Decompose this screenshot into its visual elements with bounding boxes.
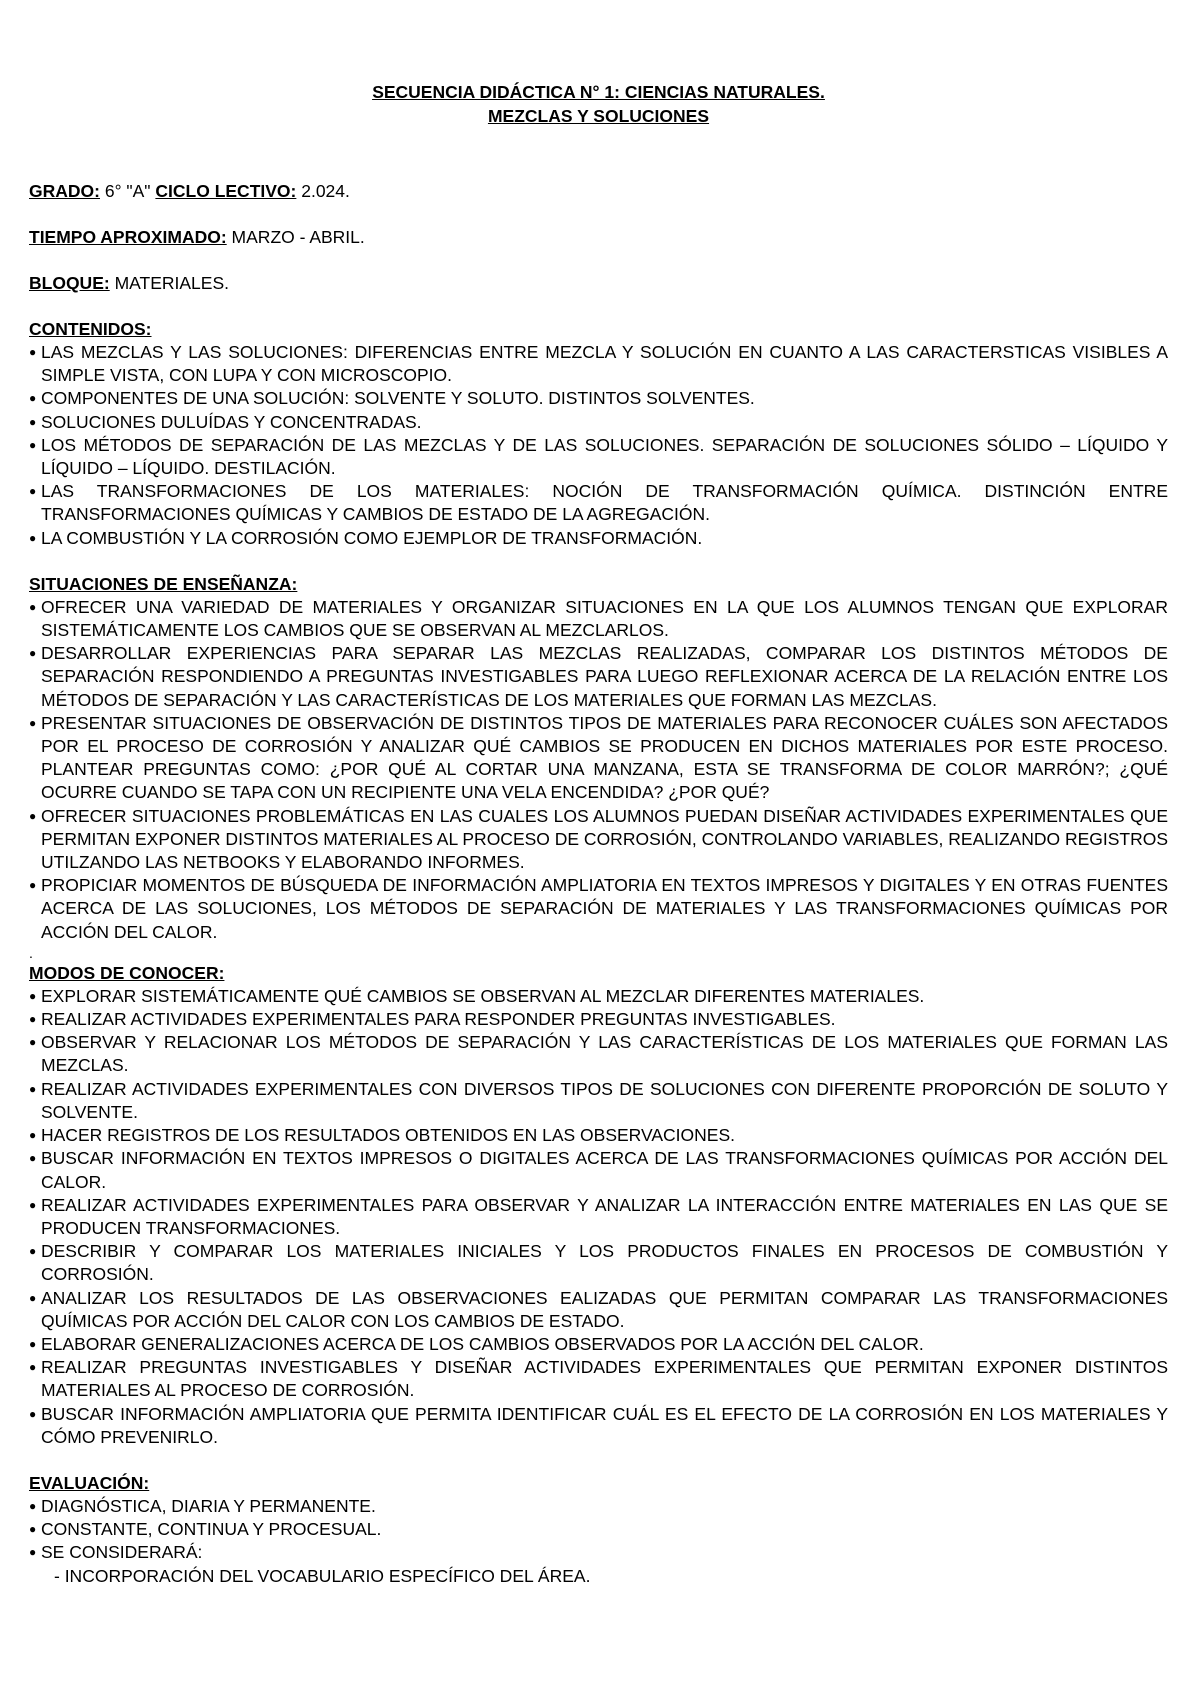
ciclo-label: CICLO LECTIVO: <box>155 181 297 201</box>
list-item-text: REALIZAR ACTIVIDADES EXPERIMENTALES CON DIVERSOS TIPOS DE SOLUCIONES CON DIFERENTE PROPORCIÓN DE SOLUTO Y SOLVENTE. <box>41 1078 1168 1122</box>
list-item <box>29 874 1168 944</box>
list-item-text: LA COMBUSTIÓN Y LA CORROSIÓN COMO EJEMPLOR DE TRANSFORMACIÓN. <box>41 527 703 548</box>
list-item-text: ANALIZAR LOS RESULTADOS DE LAS OBSERVACIONES EALIZADAS QUE PERMITAN COMPARAR LAS TRANSFORMACIONES QUÍMICAS POR ACCIÓN DEL CALOR CON LOS CAMBIOS DE ESTADO. <box>41 1287 1168 1331</box>
list-item <box>29 1518 1168 1541</box>
list-item <box>29 527 1168 550</box>
list-item-text: REALIZAR ACTIVIDADES EXPERIMENTALES PARA RESPONDER PREGUNTAS INVESTIGABLES. <box>41 1009 836 1030</box>
tiempo-value: MARZO - ABRIL. <box>226 227 365 247</box>
list-item <box>29 985 1168 1008</box>
list-item-text: CONSTANTE, CONTINUA Y PROCESUAL. <box>41 1519 382 1540</box>
bullet-icon: ● <box>29 1336 37 1351</box>
list-item <box>29 1078 1168 1124</box>
list-item <box>29 1495 1168 1518</box>
bullet-icon: ● <box>29 1012 37 1027</box>
bullet-icon: ● <box>29 1545 37 1560</box>
list-item <box>29 1031 1168 1077</box>
grado-value: 6° "A" <box>99 181 156 201</box>
list-item-text: OFRECER SITUACIONES PROBLEMÁTICAS EN LAS CUALES LOS ALUMNOS PUEDAN DISEÑAR ACTIVIDADES EXPERIMENTALES QUE PERMITAN EXPONER DISTINTOS MATERIALES AL PROCESO DE CORROSIÓN, CONTROLANDO VARIABLES, REALIZANDO REGISTROS UTILZANDO LAS NETBOOKS Y ELABORANDO INFORMES. <box>41 805 1169 873</box>
list-item-text: LAS MEZCLAS Y LAS SOLUCIONES: DIFERENCIAS ENTRE MEZCLA Y SOLUCIÓN EN CUANTO A LAS CARACTERSTICAS VISIBLES A SIMPLE VISTA, CON LUPA Y CON MICROSCOPIO. <box>41 342 1168 386</box>
list-item <box>29 1541 1168 1564</box>
list-item-text: DESCRIBIR Y COMPARAR LOS MATERIALES INICIALES Y LOS PRODUCTOS FINALES EN PROCESOS DE COMBUSTIÓN Y CORROSIÓN. <box>41 1241 1168 1285</box>
evaluacion-list <box>29 1495 1168 1565</box>
tiempo-field <box>29 226 1168 249</box>
document-page <box>29 80 1168 1588</box>
bullet-icon: ● <box>29 599 37 614</box>
list-item <box>29 1403 1168 1449</box>
list-item <box>29 480 1168 526</box>
situaciones-heading: SITUACIONES DE ENSEÑANZA: <box>29 573 298 594</box>
bullet-icon: ● <box>29 484 37 499</box>
bullet-icon: ● <box>29 1244 37 1259</box>
list-item <box>29 1287 1168 1333</box>
grado-field <box>29 180 1168 203</box>
list-item <box>29 341 1168 387</box>
bullet-icon: ● <box>29 1360 37 1375</box>
list-item <box>29 434 1168 480</box>
bullet-icon: ● <box>29 1522 37 1537</box>
bullet-icon: ● <box>29 391 37 406</box>
contenidos-list <box>29 341 1168 550</box>
bullet-icon: ● <box>29 715 37 730</box>
list-item <box>29 1008 1168 1031</box>
list-item-text: LAS TRANSFORMACIONES DE LOS MATERIALES: NOCIÓN DE TRANSFORMACIÓN QUÍMICA. DISTINCIÓN ENTRE TRANSFORMACIONES QUÍMICAS Y CAMBIOS DE ESTADO DE LA AGREGACIÓN. <box>41 481 1168 525</box>
bullet-icon: ● <box>29 646 37 661</box>
bullet-icon: ● <box>29 1498 37 1513</box>
bullet-icon: ● <box>29 414 37 429</box>
list-item-text: BUSCAR INFORMACIÓN EN TEXTOS IMPRESOS O DIGITALES ACERCA DE LAS TRANSFORMACIONES QUÍMICAS POR ACCIÓN DEL CALOR. <box>41 1148 1168 1192</box>
list-item-text: COMPONENTES DE UNA SOLUCIÓN: SOLVENTE Y SOLUTO. DISTINTOS SOLVENTES. <box>41 388 755 409</box>
list-item-text: BUSCAR INFORMACIÓN AMPLIATORIA QUE PERMITA IDENTIFICAR CUÁL ES EL EFECTO DE LA CORROSIÓN EN LOS MATERIALES Y CÓMO PREVENIRLO. <box>41 1403 1168 1447</box>
list-item <box>29 1194 1168 1240</box>
list-item-text: PRESENTAR SITUACIONES DE OBSERVACIÓN DE DISTINTOS TIPOS DE MATERIALES PARA RECONOCER CUÁLES SON AFECTADOS POR EL PROCESO DE CORROSIÓN Y ANALIZAR QUÉ CAMBIOS SE PRODUCEN EN DICHOS MATERIALES POR ESTE PROCESO. PLANTEAR PREGUNTAS COMO: ¿POR QUÉ AL CORTAR UNA MANZANA, ESTA SE TRANSFORMA DE COLOR MARRÓN?; ¿QUÉ OCURRE CUANDO SE TAPA CON UN RECIPIENTE UNA VELA ENCENDIDA? ¿POR QUÉ? <box>41 712 1168 803</box>
list-item-text: EXPLORAR SISTEMÁTICAMENTE QUÉ CAMBIOS SE OBSERVAN AL MEZCLAR DIFERENTES MATERIALES. <box>41 985 925 1006</box>
list-item-text: REALIZAR PREGUNTAS INVESTIGABLES Y DISEÑAR ACTIVIDADES EXPERIMENTALES QUE PERMITAN EXPONER DISTINTOS MATERIALES AL PROCESO DE CORROSIÓN. <box>41 1357 1168 1401</box>
list-item-text: ELABORAR GENERALIZACIONES ACERCA DE LOS CAMBIOS OBSERVADOS POR LA ACCIÓN DEL CALOR. <box>41 1333 924 1354</box>
list-item-text: HACER REGISTROS DE LOS RESULTADOS OBTENIDOS EN LAS OBSERVACIONES. <box>41 1125 736 1146</box>
evaluacion-sub-list <box>29 1565 1168 1588</box>
list-item <box>29 805 1168 875</box>
modos-heading: MODOS DE CONOCER: <box>29 962 225 983</box>
bloque-label: BLOQUE: <box>29 273 110 293</box>
bullet-icon: ● <box>29 530 37 545</box>
list-item <box>29 642 1168 712</box>
list-item-text: REALIZAR ACTIVIDADES EXPERIMENTALES PARA OBSERVAR Y ANALIZAR LA INTERACCIÓN ENTRE MATERIALES EN LAS QUE SE PRODUCEN TRANSFORMACIONES. <box>41 1194 1168 1238</box>
bullet-icon: ● <box>29 878 37 893</box>
list-item <box>29 1356 1168 1402</box>
list-item <box>29 712 1168 805</box>
title-line-1: SECUENCIA DIDÁCTICA N° 1: CIENCIAS NATURALES. <box>372 82 825 102</box>
bullet-icon: ● <box>29 1035 37 1050</box>
bullet-icon: ● <box>29 1128 37 1143</box>
list-item-text: OBSERVAR Y RELACIONAR LOS MÉTODOS DE SEPARACIÓN Y LAS CARACTERÍSTICAS DE LOS MATERIALES QUE FORMAN LAS MEZCLAS. <box>41 1032 1168 1076</box>
list-item-text: PROPICIAR MOMENTOS DE BÚSQUEDA DE INFORMACIÓN AMPLIATORIA EN TEXTOS IMPRESOS Y DIGITALES Y EN OTRAS FUENTES ACERCA DE LAS SOLUCIONES, LOS MÉTODOS DE SEPARACIÓN DE MATERIALES Y LAS TRANSFORMACIONES QUÍMICAS POR ACCIÓN DEL CALOR. <box>41 875 1168 942</box>
tiempo-label: TIEMPO APROXIMADO: <box>29 227 227 247</box>
list-item-text: SOLUCIONES DULUÍDAS Y CONCENTRADAS. <box>41 411 422 432</box>
bloque-field <box>29 272 1168 295</box>
stray-period: . <box>29 944 33 961</box>
title-line-2: MEZCLAS Y SOLUCIONES <box>487 106 710 126</box>
bullet-icon: ● <box>29 1081 37 1096</box>
list-item-text: DESARROLLAR EXPERIENCIAS PARA SEPARAR LAS MEZCLAS REALIZADAS, COMPARAR LOS DISTINTOS MÉTODOS DE SEPARACIÓN RESPONDIENDO A PREGUNTAS INVESTIGABLES PARA LUEGO REFLEXIONAR ACERCA DE LA RELACIÓN ENTRE LOS MÉTODOS DE SEPARACIÓN Y LAS CARACTERÍSTICAS DE LOS MATERIALES QUE FORMAN LAS MEZCLAS. <box>41 643 1168 710</box>
list-item <box>29 596 1168 642</box>
bullet-icon: ● <box>29 1151 37 1166</box>
evaluacion-heading: EVALUACIÓN: <box>29 1472 150 1493</box>
sub-item: - INCORPORACIÓN DEL VOCABULARIO ESPECÍFICO DEL ÁREA. <box>54 1565 591 1586</box>
list-item <box>29 1124 1168 1147</box>
list-item <box>29 411 1168 434</box>
list-item <box>29 387 1168 410</box>
ciclo-value: 2.024. <box>296 181 350 201</box>
list-item-text: OFRECER UNA VARIEDAD DE MATERIALES Y ORGANIZAR SITUACIONES EN LA QUE LOS ALUMNOS TENGAN QUE EXPLORAR SISTEMÁTICAMENTE LOS CAMBIOS QUE SE OBSERVAN AL MEZCLARLOS. <box>41 596 1168 641</box>
bullet-icon: ● <box>29 1290 37 1305</box>
document-title <box>29 80 1168 128</box>
bullet-icon: ● <box>29 345 37 359</box>
bullet-icon: ● <box>29 808 37 823</box>
bullet-icon: ● <box>29 1406 37 1421</box>
bloque-value: MATERIALES. <box>109 273 229 293</box>
list-item-text: LOS MÉTODOS DE SEPARACIÓN DE LAS MEZCLAS Y DE LAS SOLUCIONES. SEPARACIÓN DE SOLUCIONES SÓLIDO – LÍQUIDO Y LÍQUIDO – LÍQUIDO. DESTILACIÓN. <box>41 434 1168 479</box>
list-item-text: SE CONSIDERARÁ: <box>41 1542 203 1563</box>
bullet-icon: ● <box>29 1197 37 1212</box>
list-item <box>29 1147 1168 1193</box>
bullet-icon: ● <box>29 437 37 452</box>
list-item <box>29 1240 1168 1286</box>
situaciones-list <box>29 596 1168 944</box>
contenidos-heading: CONTENIDOS: <box>29 319 152 339</box>
grado-label: GRADO: <box>29 181 100 201</box>
bullet-icon: ● <box>29 988 37 1003</box>
modos-list <box>29 985 1168 1449</box>
list-item-text: DIAGNÓSTICA, DIARIA Y PERMANENTE. <box>41 1495 376 1516</box>
list-item <box>29 1333 1168 1356</box>
